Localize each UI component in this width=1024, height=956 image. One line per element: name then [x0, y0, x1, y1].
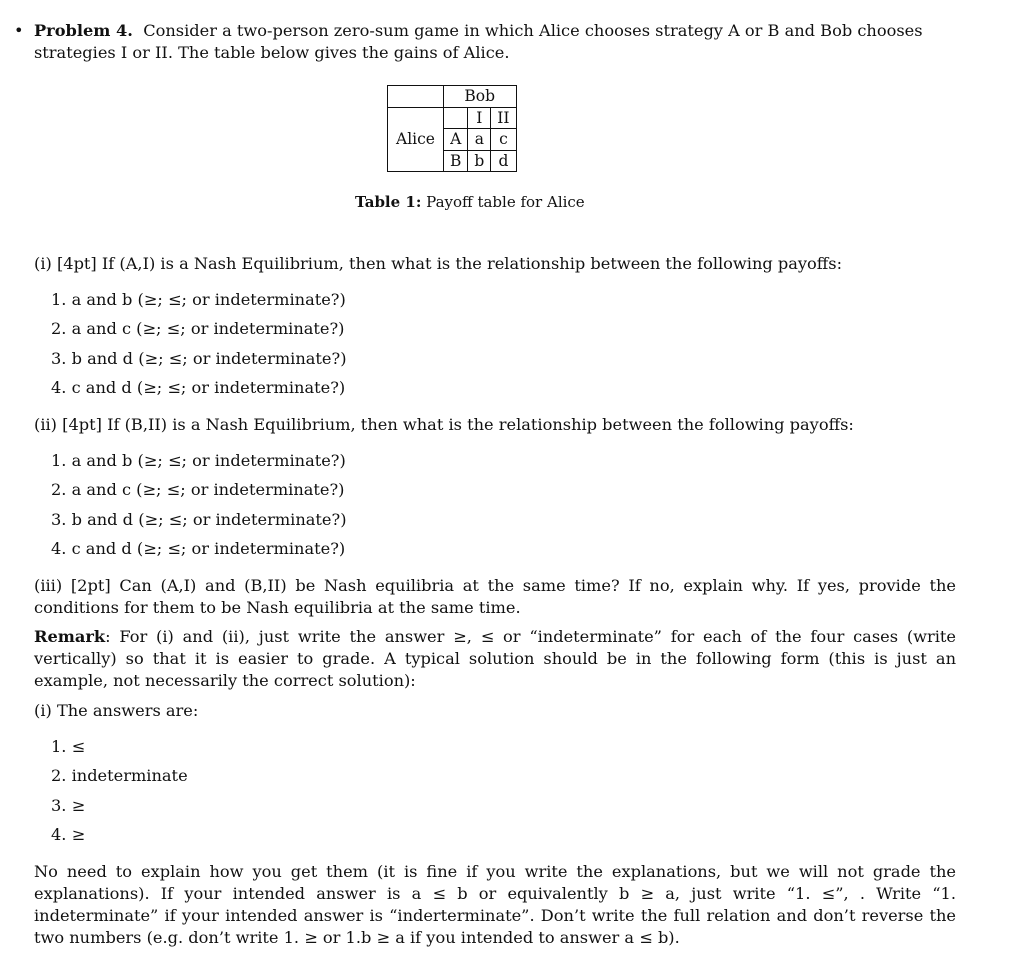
- col-header-1: I: [468, 107, 491, 129]
- part2-question: (ii) [4pt] If (B,II) is a Nash Equilibrium, then what is the relationship between the following payoffs:: [34, 415, 854, 434]
- list-item: 3. b and d (≥; ≤; or indeterminate?): [51, 348, 347, 368]
- problem-text-line1: Consider a two-person zero-sum game in which Alice chooses strategy A or B and Bob chooses: [143, 21, 923, 40]
- bullet-marker: •: [14, 21, 24, 40]
- table-caption-label: Table 1:: [355, 193, 422, 211]
- list-item: 1. ≤: [51, 737, 86, 756]
- list-item: 1. a and b (≥; ≤; or indeterminate?): [51, 451, 346, 470]
- example-answers-list: [51, 736, 188, 853]
- part1-list: [51, 289, 347, 406]
- table-caption-text: Payoff table for Alice: [426, 193, 585, 211]
- cell-b-1: b: [468, 150, 491, 172]
- cell-a-2: c: [491, 129, 516, 151]
- table-caption: [355, 192, 585, 212]
- table-empty-corner: [388, 86, 444, 108]
- list-item: 3. b and d (≥; ≤; or indeterminate?): [51, 509, 347, 529]
- row-label-a: A: [443, 129, 467, 151]
- list-item: 2. a and c (≥; ≤; or indeterminate?): [51, 319, 345, 339]
- col-player-label: Bob: [443, 86, 516, 108]
- list-item: 1. a and b (≥; ≤; or indeterminate?): [51, 290, 346, 309]
- cell-a-1: a: [468, 129, 491, 151]
- list-item: 2. indeterminate: [51, 766, 188, 786]
- part3-question: (iii) [2pt] Can (A,I) and (B,II) be Nash equilibria at the same time? If no, explain why. If yes, provide the conditions for them to be Nash equilibria at the same time.: [34, 576, 956, 618]
- part1-question: (i) [4pt] If (A,I) is a Nash Equilibrium, then what is the relationship between the following payoffs:: [34, 254, 843, 273]
- table-empty-header: [443, 107, 467, 129]
- problem-title: Problem 4.: [34, 21, 133, 40]
- part2-list: [51, 450, 347, 567]
- remark-paragraph: [34, 626, 956, 692]
- col-header-2: II: [491, 107, 516, 129]
- list-item: 4. c and d (≥; ≤; or indeterminate?): [51, 377, 346, 397]
- row-label-b: B: [443, 150, 467, 172]
- problem-intro: [14, 20, 956, 64]
- list-item: 4. c and d (≥; ≤; or indeterminate?): [51, 538, 346, 558]
- row-player-label: Alice: [388, 107, 444, 172]
- list-item: 4. ≥: [51, 824, 86, 844]
- list-item: 3. ≥: [51, 795, 86, 815]
- answers-intro: (i) The answers are:: [34, 701, 199, 720]
- payoff-table: [387, 85, 517, 172]
- footer-paragraph: No need to explain how you get them (it is fine if you write the explanations, but we will not grade the explanations). If your intended answer is a ≤ b or equivalently b ≥ a, just write “1. ≤”, . Write “1. indeterminate” if your intended answer is “inderterminate”. Don’t write the full relation and don’t reverse the two numbers (e.g. don’t write 1. ≥ or 1.b ≥ a if you intended to answer a ≤ b).: [34, 862, 956, 948]
- cell-b-2: d: [491, 150, 516, 172]
- remark-text: : For (i) and (ii), just write the answer ≥, ≤ or “indeterminate” for each of the four cases (write vertically) so that it is easier to grade. A typical solution should be in the following form (this is just an example, not necessarily the correct solution):: [34, 627, 956, 691]
- list-item: 2. a and c (≥; ≤; or indeterminate?): [51, 480, 345, 500]
- remark-label: Remark: [34, 627, 106, 646]
- problem-text-line2: strategies I or II. The table below gives the gains of Alice.: [34, 43, 510, 63]
- problem-statement: [34, 20, 956, 42]
